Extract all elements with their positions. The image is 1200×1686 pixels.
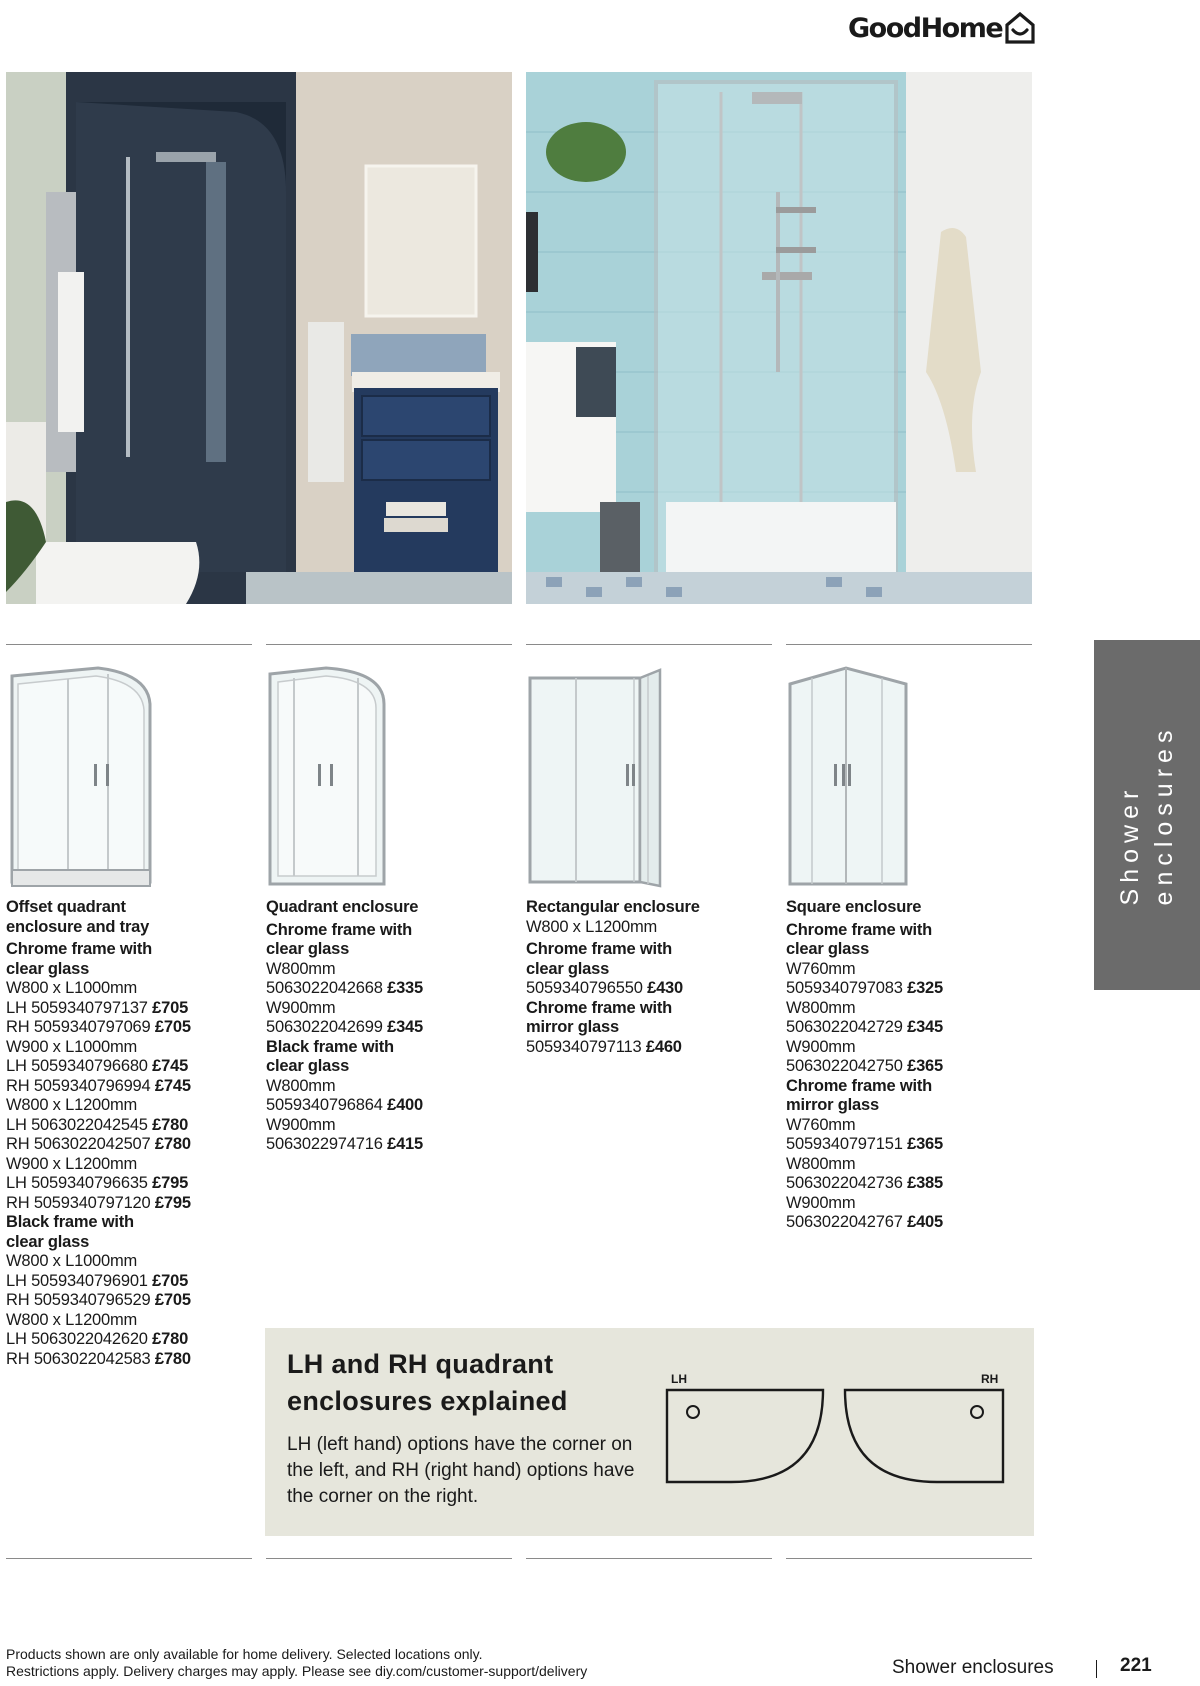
- divider: [6, 644, 252, 645]
- product-code-row: [6, 1291, 256, 1311]
- price: £780: [152, 1330, 189, 1348]
- product-code: LH 5063022042545: [6, 1115, 148, 1134]
- product-code-row: [6, 1018, 256, 1038]
- size-label: W900mm: [266, 998, 336, 1017]
- finish-label: Chrome frame with: [266, 920, 413, 939]
- brand-name: GoodHome: [848, 12, 1003, 44]
- price: £345: [907, 1018, 943, 1036]
- brand-logo: [848, 8, 1036, 48]
- product-code: LH 5059340796901: [6, 1271, 148, 1290]
- product-code: 5059340797151: [786, 1135, 903, 1153]
- price: £385: [907, 1174, 943, 1192]
- finish-label: clear glass: [266, 940, 350, 958]
- product-code: 5063022042668: [266, 979, 383, 997]
- price: £780: [152, 1115, 189, 1134]
- product-name: Rectangular enclosure: [526, 898, 700, 916]
- product-code-row: [6, 1135, 256, 1155]
- finish-label: Black frame with: [6, 1213, 134, 1231]
- price: £345: [387, 1018, 423, 1036]
- rh-shape: [845, 1390, 1003, 1482]
- product-code: LH 5059340797137: [6, 998, 148, 1017]
- hero-photo-square-enclosure: [526, 72, 1032, 604]
- product-code-row: [6, 1194, 256, 1214]
- size-label: W800mm: [266, 1076, 336, 1095]
- size-label: W800 x L1200mm: [6, 1310, 138, 1329]
- finish-label: clear glass: [266, 1057, 350, 1075]
- product-code: 5063022042750: [786, 1057, 903, 1075]
- product-name: Offset quadrant: [6, 898, 126, 916]
- divider: [266, 644, 512, 645]
- price: £325: [907, 979, 943, 997]
- finish-label: Black frame with: [266, 1037, 394, 1056]
- price: £365: [907, 1135, 943, 1153]
- product-code-row: [786, 1018, 1036, 1038]
- size-label: W800mm: [786, 1154, 856, 1173]
- product-code: 5059340797083: [786, 979, 903, 997]
- delivery-note-line1: Products shown are only available for home delivery. Selected locations only.: [6, 1646, 483, 1662]
- size-label: W900 x L1200mm: [6, 1154, 138, 1173]
- product-code-row: [786, 1057, 1036, 1077]
- product-code-row: [6, 1272, 256, 1292]
- divider: [786, 1558, 1032, 1559]
- side-tab-line1: Shower: [1116, 784, 1144, 906]
- product-code: 5059340796550: [526, 979, 643, 997]
- product-column-rectangular: [526, 898, 776, 1057]
- delivery-note-line2: Restrictions apply. Delivery charges may apply. Please see diy.com/customer-support/delivery: [6, 1663, 588, 1679]
- product-code: LH 5059340796680: [6, 1057, 148, 1075]
- footer-section-name: Shower enclosures: [892, 1657, 1054, 1678]
- product-code: RH 5059340797120: [6, 1193, 151, 1212]
- product-column-quadrant: [266, 898, 516, 1155]
- product-code: 5063022042767: [786, 1213, 903, 1231]
- product-column-square: [786, 898, 1036, 1233]
- product-code-row: [6, 1077, 256, 1097]
- price: £400: [387, 1096, 423, 1114]
- price: £745: [152, 1057, 189, 1075]
- product-code-row: [6, 1116, 256, 1136]
- product-code: RH 5059340797069: [6, 1018, 151, 1036]
- divider: [266, 1558, 512, 1559]
- price: £460: [645, 1037, 682, 1056]
- product-code-row: [266, 1135, 516, 1155]
- product-image-offset-quadrant: [8, 664, 154, 888]
- side-tab-line2: enclosures: [1150, 724, 1178, 906]
- product-name: enclosure and tray: [6, 917, 150, 936]
- product-code-row: [786, 1174, 1036, 1194]
- price: £430: [647, 979, 683, 997]
- diagram-lh-label: LH: [671, 1372, 687, 1386]
- explainer-body: LH (left hand) options have the corner on the left, and RH (right hand) options have the corner on the right.: [287, 1434, 635, 1507]
- product-image-quadrant: [266, 664, 388, 888]
- divider: [526, 1558, 772, 1559]
- finish-label: Chrome frame with: [786, 920, 933, 939]
- product-code: 5063022974716: [266, 1135, 383, 1153]
- price: £365: [907, 1057, 943, 1075]
- size-label: W900mm: [786, 1193, 856, 1212]
- delivery-note: [6, 1646, 706, 1680]
- price: £780: [154, 1135, 191, 1153]
- finish-label: Chrome frame with: [526, 998, 673, 1017]
- finish-label: mirror glass: [526, 1018, 619, 1036]
- product-code: 5063022042729: [786, 1018, 903, 1036]
- size-label: W800mm: [266, 959, 336, 978]
- price: £405: [907, 1213, 943, 1231]
- lh-shape: [667, 1390, 823, 1482]
- diagram-rh-label: RH: [981, 1372, 999, 1386]
- product-code: LH 5063022042620: [6, 1330, 148, 1348]
- finish-label: clear glass: [526, 959, 610, 978]
- product-code-row: [6, 1330, 256, 1350]
- product-code-row: [266, 1096, 516, 1116]
- product-name: Square enclosure: [786, 898, 922, 916]
- size-label: W800 x L1200mm: [6, 1096, 138, 1114]
- product-code: 5059340796864: [266, 1096, 383, 1114]
- side-tab-label: [1113, 725, 1181, 906]
- price: £705: [152, 998, 189, 1017]
- finish-label: Chrome frame with: [6, 940, 153, 958]
- price: £705: [154, 1291, 191, 1309]
- product-code: RH 5063022042583: [6, 1349, 151, 1368]
- page-number: 221: [1120, 1655, 1152, 1676]
- lh-rh-diagram: [665, 1370, 1005, 1492]
- size-label: W800 x L1000mm: [6, 979, 138, 997]
- finish-label: Chrome frame with: [786, 1076, 933, 1095]
- price: £415: [387, 1135, 423, 1153]
- product-code-row: [786, 979, 1036, 999]
- product-code: RH 5059340796529: [6, 1291, 151, 1309]
- product-code: 5063022042736: [786, 1174, 903, 1192]
- finish-label: Chrome frame with: [526, 940, 673, 958]
- product-code: 5059340797113: [526, 1037, 642, 1056]
- product-image-rectangular: [526, 664, 664, 888]
- product-code-row: [786, 1213, 1036, 1233]
- finish-label: clear glass: [786, 940, 870, 958]
- finish-label: clear glass: [6, 1232, 90, 1251]
- lh-rh-explainer-box: [265, 1328, 1034, 1536]
- product-image-square: [786, 664, 910, 888]
- footer-separator: [1096, 1660, 1097, 1678]
- size-label: W800mm: [786, 998, 856, 1017]
- price: £795: [152, 1174, 189, 1192]
- price: £705: [154, 1018, 191, 1036]
- product-code-row: [6, 999, 256, 1019]
- price: £705: [152, 1271, 189, 1290]
- price: £795: [154, 1193, 191, 1212]
- product-code-row: [6, 1057, 256, 1077]
- size-label: W900mm: [266, 1115, 336, 1134]
- section-side-tab: [1094, 640, 1200, 990]
- product-code-row: [266, 979, 516, 999]
- price: £780: [154, 1349, 191, 1368]
- product-code: 5063022042699: [266, 1018, 383, 1036]
- hero-photo-offset-quadrant: [6, 72, 512, 604]
- price: £745: [154, 1076, 191, 1095]
- explainer-title: LH and RH quadrant enclosures explained: [287, 1349, 568, 1416]
- product-size: W800 x L1200mm: [526, 917, 658, 936]
- size-label: W760mm: [786, 1115, 856, 1134]
- price: £335: [387, 979, 423, 997]
- finish-label: mirror glass: [786, 1096, 879, 1114]
- product-code: RH 5063022042507: [6, 1135, 151, 1153]
- product-code: RH 5059340796994: [6, 1076, 151, 1095]
- product-column-offset-quadrant: [6, 898, 256, 1369]
- size-label: W760mm: [786, 959, 856, 978]
- size-label: W900 x L1000mm: [6, 1037, 138, 1056]
- house-logo-icon: [1004, 11, 1036, 45]
- divider: [6, 1558, 252, 1559]
- product-code: LH 5059340796635: [6, 1174, 148, 1192]
- product-code-row: [526, 1038, 776, 1058]
- product-code-row: [6, 1174, 256, 1194]
- product-code-row: [526, 979, 776, 999]
- size-label: W900mm: [786, 1037, 856, 1056]
- size-label: W800 x L1000mm: [6, 1252, 138, 1270]
- product-code-row: [266, 1018, 516, 1038]
- product-code-row: [6, 1350, 256, 1370]
- divider: [786, 644, 1032, 645]
- product-code-row: [786, 1135, 1036, 1155]
- divider: [526, 644, 772, 645]
- finish-label: clear glass: [6, 959, 90, 978]
- product-name: Quadrant enclosure: [266, 898, 419, 916]
